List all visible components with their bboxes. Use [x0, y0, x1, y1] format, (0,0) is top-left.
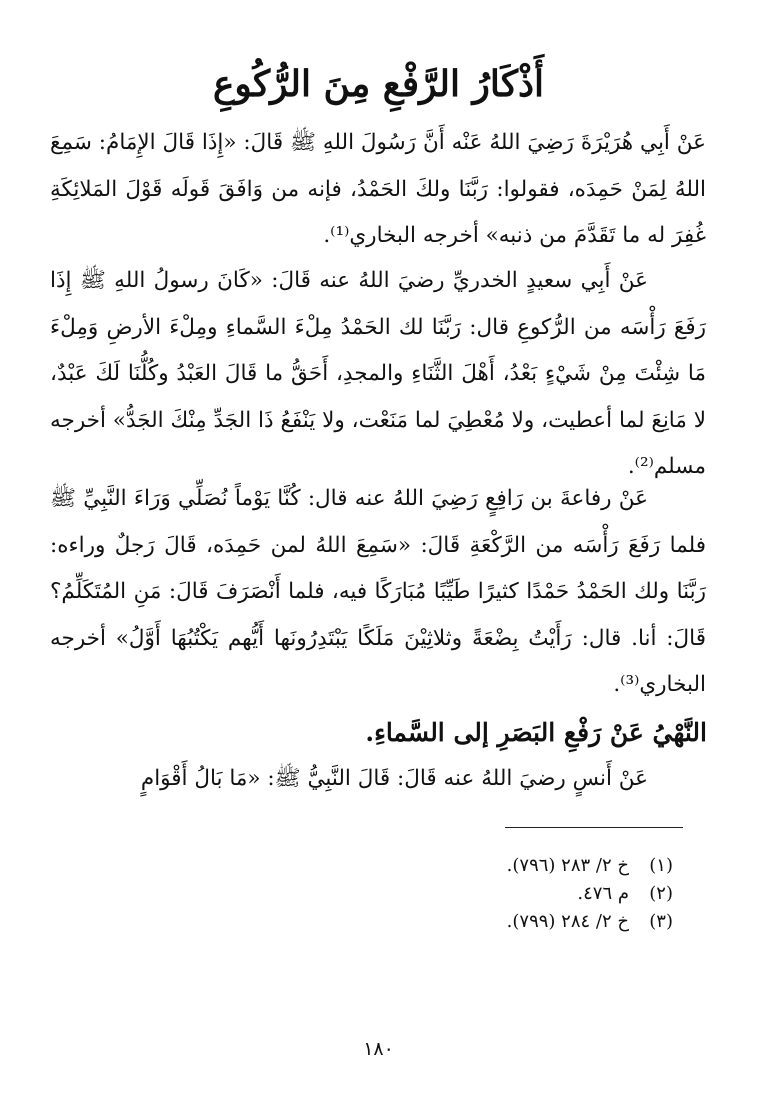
footnotes [507, 852, 673, 936]
footnote-text: م ٤٧٦. [577, 883, 629, 904]
footnote-number: (١) [649, 855, 673, 876]
footnote-divider [505, 827, 683, 828]
hadith-paragraph-4: عَنْ أَنسٍ رضيَ اللهُ عنه قَالَ: قَالَ النَّبِيُّ ﷺ: «مَا بَالُ أَقْوَامٍ [140, 766, 648, 791]
footnote-item [507, 880, 673, 908]
page-title: أَذْكَارُ الرَّفْعِ مِنَ الرُّكُوعِ [212, 63, 545, 105]
hadith-paragraph-1: عَنْ أَبِي هُرَيْرَةَ رَضِيَ اللهُ عَنْه أَنَّ رَسُولَ اللهِ ﷺ قَالَ: «إِذَا قَالَ الإِمَامُ: سَمِعَ اللهُ لِمَنْ حَمِدَه، فقولوا: رَبَّنَا ولكَ الحَمْدُ، فإنه من وَافَقَ قَولَه قَوْلَ المَلائِكَةِ غُفِرَ له ما تَقَدَّمَ من ذنبه» أخرجه البخاري⁽¹⁾. [50, 130, 706, 248]
footnote-number: (٣) [649, 911, 673, 932]
footnote-text: خ ٢/ ٢٨٣ (٧٩٦). [506, 855, 629, 876]
page-number: ١٨٠ [363, 1038, 394, 1060]
footnote-item [507, 852, 673, 880]
hadith-paragraph-3: عَنْ رفاعةَ بن رَافِعٍ رَضِيَ اللهُ عنه قال: كُنَّا يَوْماً نُصَلِّي وَرَاءَ النَّبِيِّ ﷺ فلما رَفَعَ رَأْسَه من الرَّكْعَةِ قَالَ: «سَمِعَ اللهُ لمن حَمِدَه، قَالَ رَجلٌ وراءه: رَبَّنَا ولك الحَمْدُ حَمْدًا كثيرًا طَيِّبًا مُبَارَكًا فيه، فلما أَنْصَرَفَ قَالَ: مَنِ المُتَكَلِّمُ؟ قَالَ: أنا. قال: رَأَيْتُ بِضْعَةً وثلاثِيْنَ مَلَكًا يَبْتَدِرُونَها أَيُّهم يَكْتُبُهَا أَوَّلُ» أخرجه البخاري⁽³⁾. [50, 486, 706, 697]
footnote-number: (٢) [649, 883, 673, 904]
hadith-paragraph-2: عَنْ أَبِي سعيدٍ الخدريِّ رضيَ اللهُ عنه قَالَ: «كَانَ رسولُ اللهِ ﷺ إِذَا رَفَعَ رَأْسَه من الرُّكوعِ قال: رَبَّنَا لك الحَمْدُ مِلْءَ السَّماءِ ومِلْءَ الأرضِ وَمِلْءَ مَا شِئْتَ مِنْ شَيْءٍ بَعْدُ، أَهْلَ الثَّنَاءِ والمجدِ، أَحَقُّ ما قَالَ العَبْدُ وكُلُّنَا لَكَ عَبْدٌ، لا مَانِعَ لما أعطيت، ولا مُعْطِيَ لما مَنَعْت، ولا يَنْفَعُ ذَا الجَدِّ مِنْكَ الجَدُّ» أخرجه مسلم⁽²⁾. [50, 268, 706, 479]
footnote-item [507, 908, 673, 936]
footnote-text: خ ٢/ ٢٨٤ (٧٩٩). [506, 911, 629, 932]
section-heading: النَّهْيُ عَنْ رَفْعِ البَصَرِ إلى السَّماءِ. [365, 718, 707, 747]
